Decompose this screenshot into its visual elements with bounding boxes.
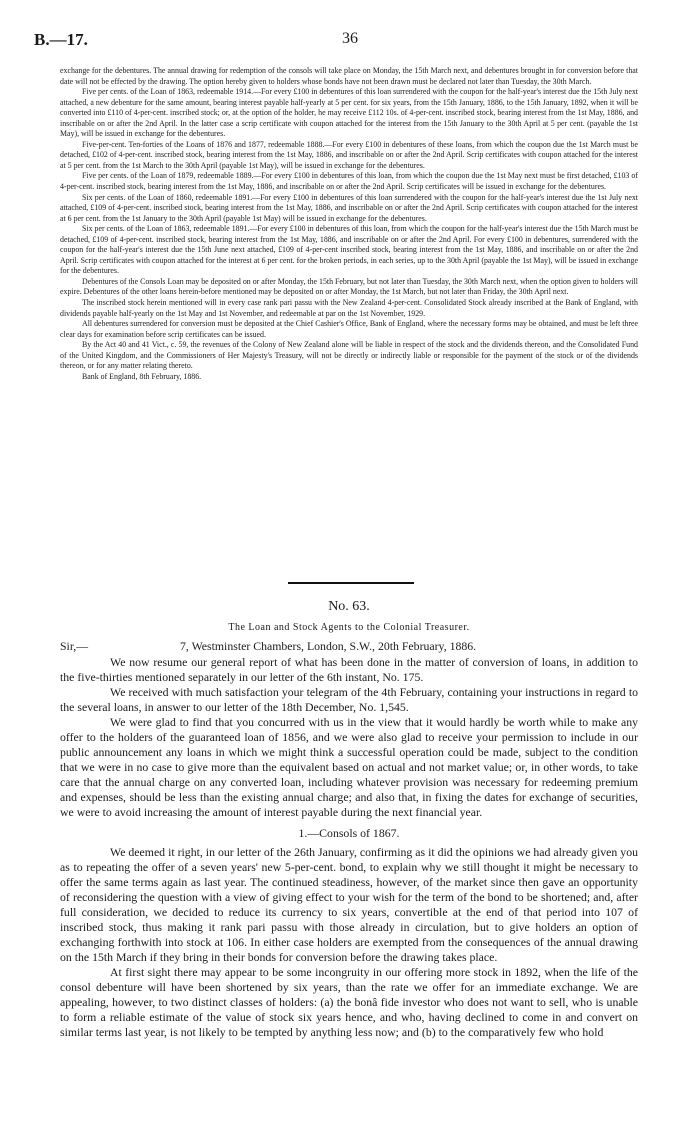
letter-number: No. 63. <box>328 599 370 614</box>
notice-paragraph: The inscribed stock herein mentioned will in every case rank pari passu with the New Zealand 4-per-cent. Consolidated Stock already inscribed at the Bank of England, with dividends payable half-yearly on the 1st May and 1st November, and redeemable at par on the 1st November, 1929. <box>60 298 638 318</box>
letter-paragraph: We received with much satisfaction your telegram of the 4th February, containing your instructions in regard to the several loans, in answer to our letter of the 18th December, No. 1,545. <box>60 685 638 714</box>
letter-paragraph: At first sight there may appear to be some incongruity in our offering more stock in 1892, when the life of the consol debenture will have been shortened by six years, than the rate we offer for an immediate exchange. We are appealing, however, to two distinct classes of holders: (a) the bonâ fide investor who does not want to sell, who is unable to form a reliable estimate of the value of stock six years hence, and who, having declined to come in and convert on similar terms last year, is not likely to be tempted by anything less now; and (b) to the comparatively few who hold <box>60 965 638 1039</box>
notice-paragraph: By the Act 40 and 41 Vict., c. 59, the revenues of the Colony of New Zealand alone will be liable in respect of the stock and the dividends thereon, and the Consolidated Fund of the United Kingdom, and the Commissioners of Her Majesty's Treasury, will not be directly or indirectly liable or responsible for the payment of the stock or of the dividends thereon, or for any matter relating thereto. <box>60 340 638 371</box>
notice-paragraph: Six per cents. of the Loan of 1860, redeemable 1891.—For every £100 in debentures of this loan surrendered with the coupon for the half-year's interest due the 1st July next attached, £109 of 4-per-cent. inscribed stock, bearing interest from the 1st May, 1886, and inscribable on or after the 2nd April. Scrip certificates with coupon attached for the interest at 6 per cent. from the 1st January to the 30th April (payable 1st May) will be issued in exchange for the debentures. <box>60 192 638 223</box>
conversion-notice <box>60 66 638 382</box>
notice-paragraph: exchange for the debentures. The annual drawing for redemption of the consols will take place on Monday, the 15th March next, and debentures brought in for conversion before that date will not be effected by the drawing. The option hereby given to holders whose bonds have not been drawn must be declared not later than Tuesday, the 30th March. <box>60 66 638 86</box>
section-divider <box>288 582 414 584</box>
letter-title: The Loan and Stock Agents to the Colonial Treasurer. <box>228 622 470 633</box>
letter-body <box>60 592 638 1040</box>
letter-paragraph: We were glad to find that you concurred with us in the view that it would hardly be worth while to make any offer to the holders of the guaranteed loan of 1856, and we were also glad to receive your permission to include in our public announcement any loans in which we might think a successful operation could be made, subject to the condition that we were in no case to give more than the equivalent based on actual and not market value; or, in other words, to take care that the annual charge on any converted loan, including whatever provision was necessary for redeeming premium and expenses, should be less than the existing annual charge; and also that, in fixing the dates for exchange of securities, we were to avoid increasing the amount of interest payable during the next financial year. <box>60 715 638 819</box>
notice-paragraph: All debentures surrendered for conversion must be deposited at the Chief Cashier's Office, Bank of England, where the necessary forms may be obtained, and must be left three clear days for examination before scrip certificates can be issued. <box>60 319 638 339</box>
notice-paragraph: Five per cents. of the Loan of 1863, redeemable 1914.—For every £100 in debentures of this loan surrendered with the coupon for the half-year's interest due the 15th July next attached, a new debenture for the same amount, bearing interest payable half-yearly at 5 per cent. for six years, from the 15th January, 1886, to the 15th January, 1892, when it will be converted into £110 of 4-per-cent. inscribed stock; or, at the option of the holder, he may receive £112 10s. of 4-per-cent. inscribed stock, bearing interest from the 1st May, 1886, and inscribable on or after the 2nd April. In the latter case a scrip certificate with coupon attached for the interest from the 15th January to the 30th April at 5 per cent. (payable the 1st May), will be issued in exchange for the debentures. <box>60 87 638 139</box>
document-reference: B.—17. <box>34 30 88 49</box>
notice-paragraph: Six per cents. of the Loan of 1863, redeemable 1891.—For every £100 in debentures of this loan, from which the coupon for the half-year's interest due the 15th March must be detached, £109 of 4-per-cent. inscribed stock, bearing interest from the 1st May, 1886, and inscribable on or after the 2nd April. For every £100 in debentures, surrendered with the coupon for the half-year's interest due the 15th June next attached, £109 of 4-per-cent inscribed stock, bearing interest from the 1st May, 1886, and inscribable on or after the 2nd April. Scrip certificates with coupon attached for the interest at 6 per cent. for the broken periods, in each series, up to the 30th April (payable the 1st May), will be issued in exchange for the debentures. <box>60 224 638 276</box>
section-heading: 1.—Consols of 1867. <box>298 826 400 840</box>
notice-paragraph: Five-per-cent. Ten-forties of the Loans of 1876 and 1877, redeemable 1888.—For every £100 in debentures of these loans, from which the coupon due the 1st March must be detached, £102 of 4-per-cent. inscribed stock, bearing interest from the 1st May, 1886, and inscribable on or after the 2nd April. Scrip certificates with coupon attached for the interest at 5 per cent. from the 1st March to the 30th April (payable 1st May), will be issued in exchange for the debentures. <box>60 139 638 170</box>
salutation: Sir,— <box>60 639 89 653</box>
notice-paragraph: Five per cents. of the Loan of 1879, redeemable 1889.—For every £100 in debentures of this loan, from which the coupon due the 1st May next must be first detached, £103 of 4-per-cent. inscribed stock, bearing interest from the 1st May, 1886, and inscribable on or after the 2nd April. Scrip certificates will be issued in exchange for the debentures. <box>60 171 638 192</box>
notice-signature: Bank of England, 8th February, 1886. <box>82 371 202 381</box>
salutation-line <box>60 639 638 655</box>
notice-paragraph: Debentures of the Consols Loan may be deposited on or after Monday, the 15th February, but not later than Tuesday, the 30th March next, when the option given to holders will expire. Debentures of the other loans herein-before mentioned may be deposited on or after Monday, the 1st March, but not later than Friday, the 30th April next. <box>60 276 638 297</box>
letter-paragraph: We now resume our general report of what has been done in the matter of conversion of loans, in addition to the five-thirties mentioned separately in our letter of the 6th instant, No. 175. <box>60 655 638 684</box>
letter-paragraph: We deemed it right, in our letter of the 26th January, confirming as it did the opinions we had already given you as to repeating the offer of a seven years' new 5-per-cent. bond, to explain why we still thought it might be necessary to offer the same terms again as last year. The continued steadiness, however, of the market since then gave an opportunity of reconsidering the question with a view of giving effect to your wish for the term of the bond to be shortened; and, after full consideration, we decided to reduce its currency to six years, convertible at the end of that period into 107 of inscribed stock, thus making it rank pari passu with those already in circulation, but to give holders an option of exchanging forthwith into stock at 106. In either case holders are exempted from the consequences of the annual drawing on the 15th March if they bring in their bonds for conversion before the drawing takes place. <box>60 845 638 964</box>
sender-address: 7, Westminster Chambers, London, S.W., 20th February, 1886. <box>180 639 477 653</box>
page-number: 36 <box>342 30 358 47</box>
page-header <box>34 30 666 56</box>
